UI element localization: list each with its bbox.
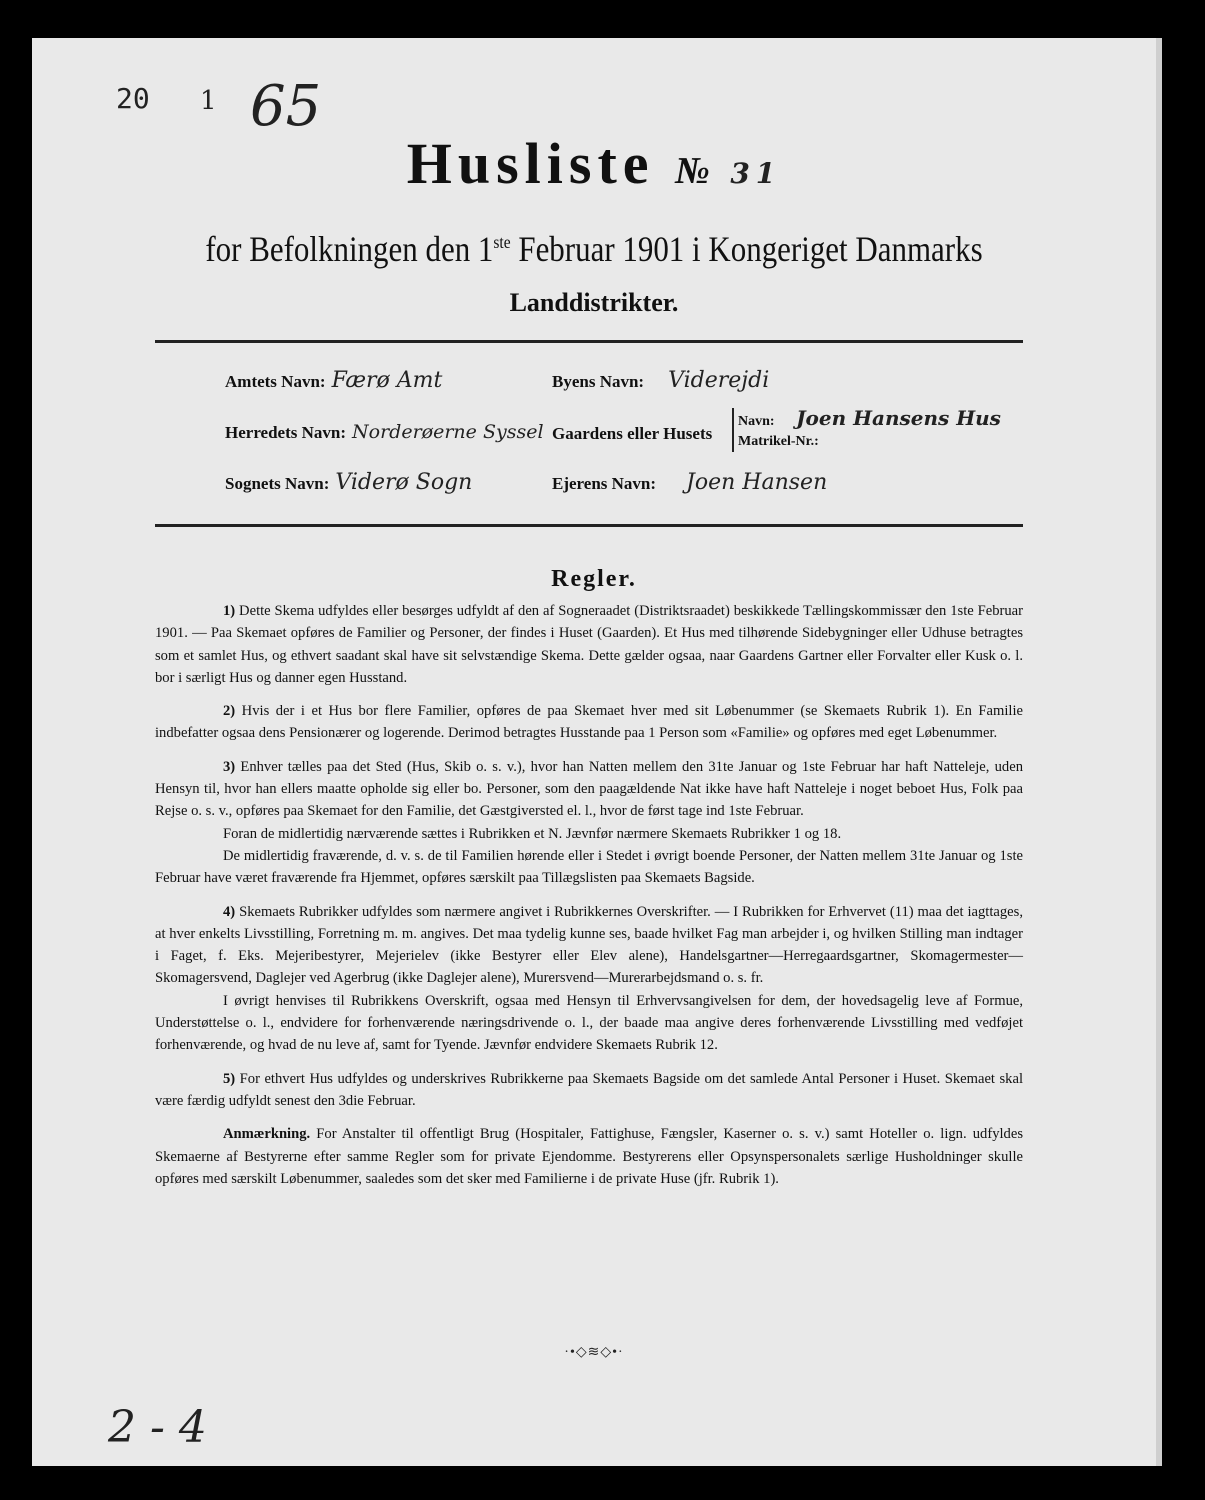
rule-text: Hvis der i et Hus bor flere Familier, opføres de paa Skemaet hver med sit Løbenummer (se Skemaets Rubrik 1). En Familie indbefatter ogsaa dens Pensionærer og logerende. Derimod betragtes Husstande paa 1 Person som «Familie» og opføres med eget Løbenummer. xyxy=(155,703,1023,742)
ornament-divider: ·•◇≋◇•· xyxy=(564,1345,624,1360)
gaard-label: Gaardens eller Husets xyxy=(552,424,713,443)
census-form-page xyxy=(32,38,1162,1466)
form-title xyxy=(32,130,1156,197)
rule-3 xyxy=(155,756,1023,823)
rule-4 xyxy=(155,901,1023,990)
ejer-label: Ejerens Navn: xyxy=(552,474,657,493)
form-title-text: Husliste xyxy=(406,131,655,196)
rules-heading: Regler. xyxy=(551,566,637,592)
rule-text: I øvrigt henvises til Rubrikkens Overskrift, ogsaa med Hensyn til Erhvervsangivelsen for dem, der hovedsagelig leve af Formue, Understøttelse o. l., endvidere for forhenværende næringsdrivende o. l., der baade maa angive deres forhenværende Livsstilling med vedføjet forhenværende, og hvad de nu leve af, samt for Tyende. Jævnfør endvidere Skemaets Rubrik 12. xyxy=(155,992,1023,1054)
rule-num: 2) xyxy=(223,703,236,720)
gaard-navn-row xyxy=(738,408,1001,432)
amt-label: Amtets Navn: xyxy=(225,372,326,391)
rule-num: 4) xyxy=(223,903,236,920)
amt-field xyxy=(225,368,442,393)
gaard-matrikel-row xyxy=(738,432,1001,452)
subtitle-pre: for Befolkningen den 1 xyxy=(205,229,494,269)
sogn-field xyxy=(225,470,472,495)
form-subtitle-district: Landdistrikter. xyxy=(509,288,679,317)
note-text: For Anstalter til offentligt Brug (Hospitaler, Fattighuse, Fængsler, Kaserner o. s. v.) samt Hoteller o. lign. udfyldes Skemaerne af Bestyrerne efter samme Regler som for private Ejendomme. Bestyrerens eller Opsynspersonalets særlige Husholdninger skulle opføres med særskilt Løbenummer, saaledes som det sker med Familierne i de private Huse (jfr. Rubrik 1). xyxy=(155,1126,1023,1187)
rule-1 xyxy=(155,600,1023,689)
form-subtitle xyxy=(111,228,1078,270)
byens-field xyxy=(552,368,769,393)
gaard-matrikel-label: Matrikel-Nr.: xyxy=(738,434,819,449)
subtitle-post: Februar 1901 i Kongeriget Danmarks xyxy=(510,229,983,269)
rule-3-continued-b xyxy=(155,845,1023,890)
bottom-divider xyxy=(155,524,1023,527)
corner-note-a: 20 xyxy=(116,82,150,115)
bottom-handwritten-note: 2 - 4 xyxy=(108,1402,207,1453)
gaard-field xyxy=(552,424,712,444)
gaard-navn-label: Navn: xyxy=(738,414,775,429)
form-number-value: 31 xyxy=(730,157,782,190)
byens-value: Viderejdi xyxy=(668,368,770,393)
rule-4-continued xyxy=(155,990,1023,1057)
rules-list xyxy=(155,600,1023,1201)
form-number-label: № xyxy=(675,150,710,192)
subtitle-sup: ste xyxy=(493,232,511,252)
rule-text: Foran de midlertidig nærværende sættes i Rubrikken et N. Jævnfør nærmere Skemaets Rubrikker 1 og 18. xyxy=(223,825,842,842)
note-label: Anmærkning. xyxy=(223,1126,311,1143)
corner-note-b: 1 xyxy=(200,86,217,116)
note-remark xyxy=(155,1123,1023,1190)
rule-num: 3) xyxy=(223,758,236,775)
rule-3-continued-a xyxy=(155,823,1023,845)
rule-num: 1) xyxy=(223,603,236,619)
ejer-field xyxy=(552,470,827,495)
herred-field xyxy=(225,421,544,443)
sogn-value: Viderø Sogn xyxy=(335,470,473,495)
gaard-brace xyxy=(732,408,1001,452)
ejer-value: Joen Hansen xyxy=(686,470,828,495)
rule-2 xyxy=(155,700,1023,745)
corner-note-c: 65 xyxy=(250,74,322,139)
herred-value: Norderøerne Syssel xyxy=(352,421,544,443)
rule-text: Skemaets Rubrikker udfyldes som nærmere angivet i Rubrikkernes Overskrifter. — I Rubrikken for Erhvervet (11) maa det iagttages, at hver enkelts Livsstilling, Forretning m. m. angives. Det maa tydelig kunne ses, baade hvilket Fag man arbejder i, og hvilken Stilling man indtager i Faget, f. Eks. Mejeribestyrer, Mejerielev (ikke Bestyrer eller Elev alene), Handelsgartner—Herregaardsgartner, Skomagermester—Skomagersvend, Daglejer ved Agerbrug (ikke Daglejer alene), Murersvend—Murerarbejdsmand o. s. fr. xyxy=(155,903,1023,987)
rule-text: De midlertidig fraværende, d. v. s. de til Familien hørende eller i Stedet i øvrigt boende Personer, der Natten mellem 31te Januar og 1ste Februar have været fraværende fra Hjemmet, opføres særskilt paa Tillægslisten paa Skemaets Bagside. xyxy=(155,847,1023,887)
amt-value: Færø Amt xyxy=(331,368,443,393)
rule-text: Dette Skema udfyldes eller besørges udfyldt af den af Sogneraadet (Distriktsraadet) beskikkede Tællingskommissær den 1ste Februar 1901. — Paa Skemaet opføres de Familier og Personer, der findes i Huset (Gaarden). Et Hus med tilhørende Sidebygninger eller Udhuse betragtes som et samlet Hus, og ethvert saadant skal have sit selvstændige Skema. Dette gælder ogsaa, naar Gaardens Gartner eller Forvalter eller Kusk o. l. bor i særligt Hus og danner egen Husstand. xyxy=(155,603,1023,686)
rule-text: For ethvert Hus udfyldes og underskrives Rubrikkerne paa Skemaets Bagside om det samlede Antal Personer i Huset. Skemaet skal være færdig udfyldt senest den 3die Februar. xyxy=(155,1070,1023,1109)
herred-label: Herredets Navn: xyxy=(225,423,347,442)
top-divider xyxy=(155,340,1023,343)
rule-text: Enhver tælles paa det Sted (Hus, Skib o. s. v.), hvor han Natten mellem den 31te Januar og 1ste Februar har haft Natteleje, uden Hensyn til, hvor han ellers maatte opholde sig eller bo. Personer, som den paagældende Nat ikke have haft Natteleje i noget beboet Hus, Folk paa Rejse o. s. v., opføres paa Skemaet for den Familie, det Gæstgiversted el. l., hvor de først tage ind 1ste Februar. xyxy=(155,758,1023,820)
gaard-navn-value: Joen Hansens Hus xyxy=(796,406,1001,430)
rule-5 xyxy=(155,1068,1023,1113)
rule-num: 5) xyxy=(223,1070,236,1087)
sogn-label: Sognets Navn: xyxy=(225,474,330,493)
byens-label: Byens Navn: xyxy=(552,372,645,391)
